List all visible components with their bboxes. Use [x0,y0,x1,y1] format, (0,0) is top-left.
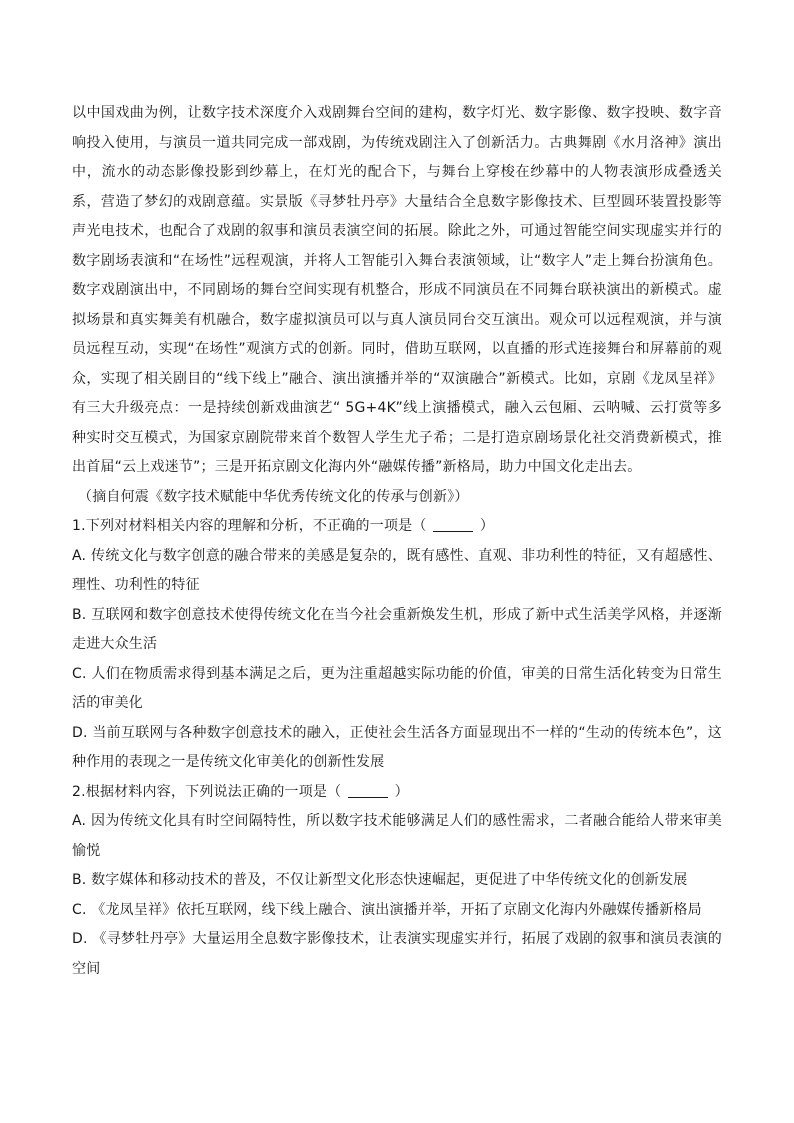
question-1-stem-text: 1.下列对材料相关内容的理解和分析，不正确的一项是（ [72,518,432,534]
passage-body: 以中国戏曲为例，让数字技术深度介入戏剧舞台空间的建构，数字灯光、数字影像、数字投映、数字音响投入使用，与演员一道共同完成一部戏剧，为传统戏剧注入了创新活力。古典舞剧《水月洛神》演出中，流水的动态影像投影到纱幕上，在灯光的配合下，与舞台上穿梭在纱幕中的人物表演形成叠透关系，营造了梦幻的戏剧意蕴。实景版《寻梦牡丹亭》大量结合全息数字影像技术、巨型圆环装置投影等声光电技术，也配合了戏剧的叙事和演员表演空间的拓展。除此之外，可通过智能空间实现虚实并行的数字剧场表演和“在场性”远程观演，并将人工智能引入舞台表演领域，让“数字人”走上舞台扮演角色。数字戏剧演出中，不同剧场的舞台空间实现有机整合，形成不同演员在不同舞台联袂演出的新模式。虚拟场景和真实舞美有机融合，数字虚拟演员可以与真人演员同台交互演出。观众可以远程观演，并与演员远程互动，实现“在场性”观演方式的创新。同时，借助互联网，以直播的形式连接舞台和屏幕前的观众，实现了相关剧目的“线下线上”融合、演出演播并举的“双演融合”新模式。比如，京剧《龙凤呈祥》有三大升级亮点：一是持续创新戏曲演艺“ 5G+4K”线上演播模式，融入云包厢、云呐喊、云打赏等多种实时交互模式，为国家京剧院带来首个数智人学生尤子希；二是打造京剧场景化社交消费新模式，推出首届“云上戏迷节”；三是开拓京剧文化海内外“融媒传播”新格局，助力中国文化走出去。 [72,105,722,475]
document-content [72,99,722,984]
question-2-stem-close: ） [390,783,409,800]
question-1-option-d: D. 当前互联网与各种数字创意技术的融入，正使社会生活各方面显现出不一样的“生动的传统本色”，这种作用的表现之一是传统文化审美化的创新性发展 [72,724,722,770]
question-2-option-c: C. 《龙凤呈祥》依托互联网，线下线上融合、演出演播并举，开拓了京剧文化海内外融媒传播新格局 [72,901,702,918]
question-1-option-a: A. 传统文化与数字创意的融合带来的美感是复杂的，既有感性、直观、非功利性的特征，又有超感性、理性、功利性的特征 [72,547,722,593]
question-2-option-d: D. 《寻梦牡丹亭》大量运用全息数字影像技术，让表演实现虚实并行，拓展了戏剧的叙事和演员表演的空间 [72,931,722,977]
question-1-option-c: C. 人们在物质需求得到基本满足之后，更为注重超越实际功能的价值，审美的日常生活化转变为日常生活的审美化 [72,665,722,711]
answer-blank [348,783,388,798]
question-1-stem-close: ） [475,518,495,534]
question-1-stem [72,512,722,542]
question-1-option-b: B. 互联网和数字创意技术使得传统文化在当今社会重新焕发生机，形成了新中式生活美学风格，并逐渐走进大众生活 [72,606,722,652]
answer-blank [433,517,473,532]
question-2-option-b: B. 数字媒体和移动技术的普及，不仅让新型文化形态快速崛起，更促进了中华传统文化的创新发展 [72,872,688,888]
passage-source: （摘自何震《数字技术赋能中华优秀传统文化的传承与创新》） [78,488,469,505]
question-2-stem-text: 2.根据材料内容，下列说法正确的一项是（ [72,783,347,800]
question-2-option-a: A. 因为传统文化具有时空间隔特性，所以数字技术能够满足人们的感性需求，二者融合能给人带来审美愉悦 [72,813,722,859]
question-2-stem [72,778,722,808]
